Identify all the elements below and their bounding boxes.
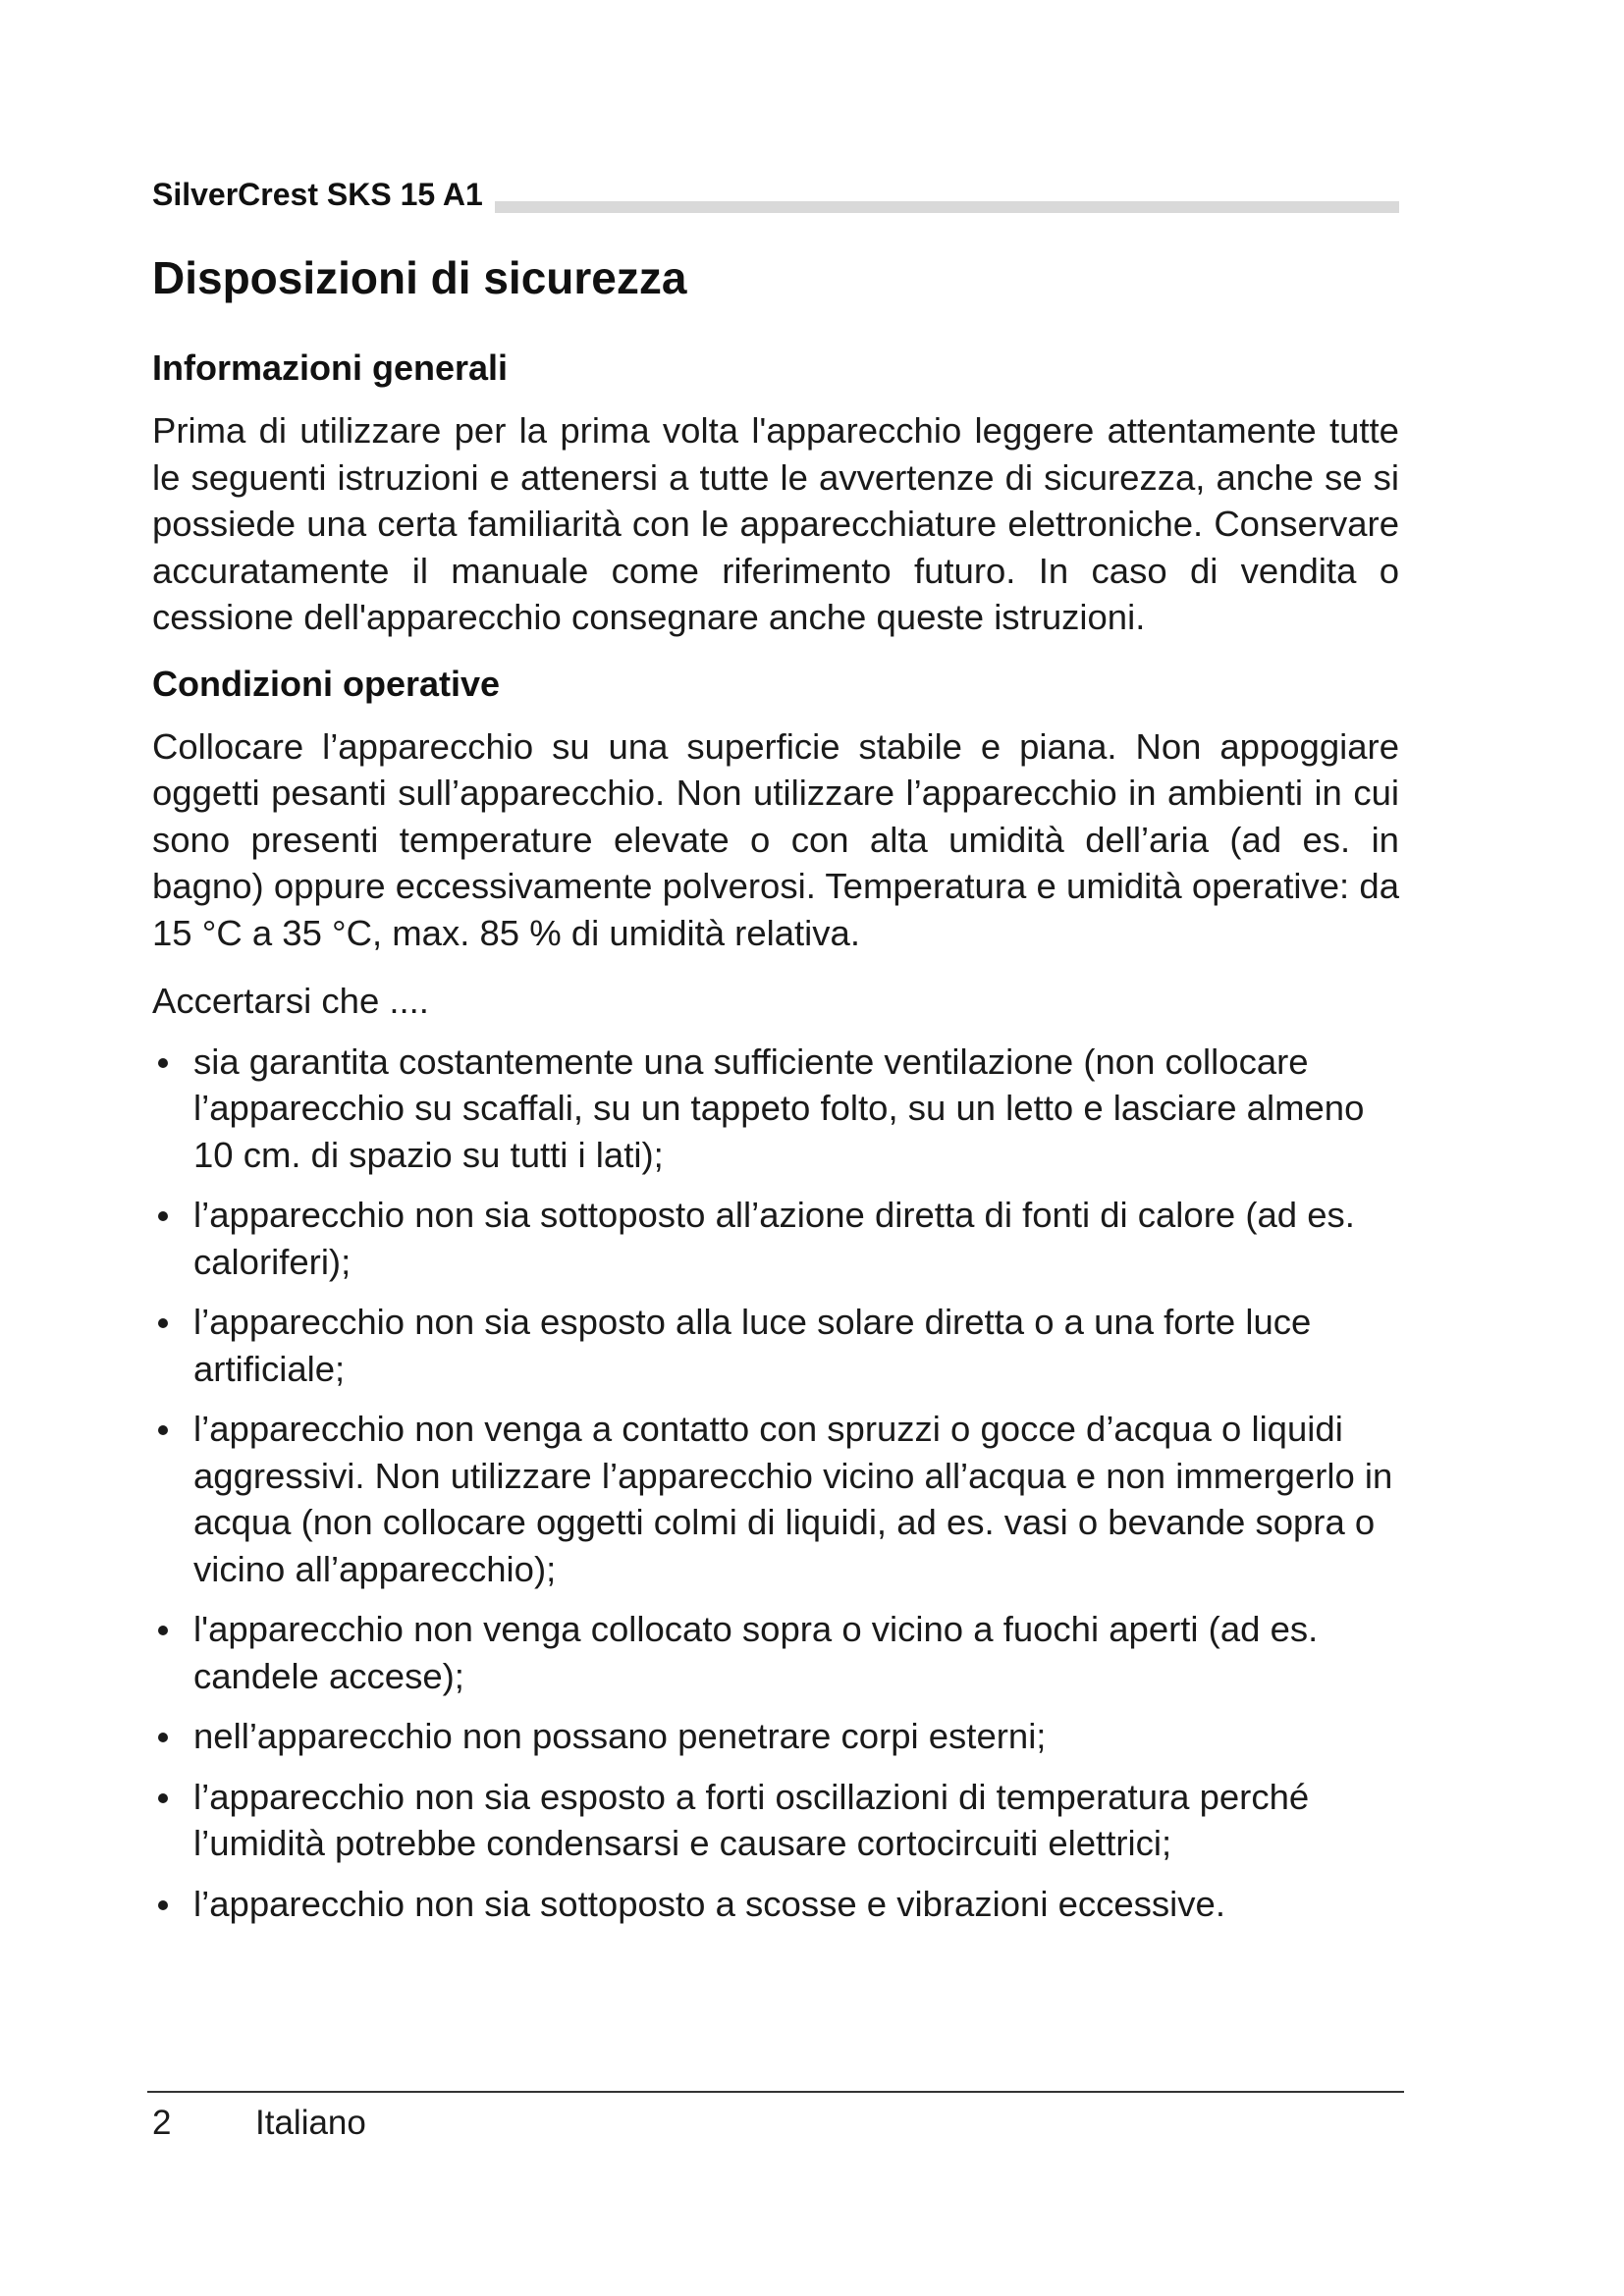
list-item-text: sia garantita costantemente una sufficiente ventilazione (non collocare l’apparecchio su scaffali, su un tappeto folto, su un letto e lasciare almeno 10 cm. di spazio su tutti i lati);: [193, 1041, 1365, 1175]
safety-checklist: [152, 1039, 1399, 1928]
page-footer: [147, 2091, 1404, 2142]
list-item-text: l’apparecchio non sia sottoposto a scosse e vibrazioni eccessive.: [193, 1883, 1225, 1924]
bullet-icon: [158, 1733, 168, 1742]
list-item-text: l’apparecchio non sia esposto alla luce solare diretta o a una forte luce artificiale;: [193, 1302, 1312, 1389]
list-item-text: l’apparecchio non venga a contatto con spruzzi o gocce d’acqua o liquidi aggressivi. Non utilizzare l’apparecchio vicino all’acqua e non immergerlo in acqua (non collocare oggetti colmi di liquidi, ad es. vasi o bevande sopra o vicino all’apparecchio);: [193, 1409, 1393, 1589]
list-item: [152, 1606, 1399, 1699]
bullet-icon: [158, 1058, 168, 1068]
list-item: [152, 1039, 1399, 1179]
list-item: [152, 1881, 1399, 1928]
bullet-icon: [158, 1793, 168, 1803]
section-heading-general: Informazioni generali: [152, 347, 509, 388]
page-title: Disposizioni di sicurezza: [152, 252, 687, 303]
footer-language: Italiano: [255, 2104, 366, 2142]
footer-row: [147, 2093, 1404, 2142]
list-item: [152, 1406, 1399, 1592]
checklist-intro: Accertarsi che ....: [152, 981, 429, 1021]
bullet-icon: [158, 1211, 168, 1221]
list-item: [152, 1774, 1399, 1867]
general-paragraph: Prima di utilizzare per la prima volta l'apparecchio leggere attentamente tutte le seguenti istruzioni e attenersi a tutte le avvertenze di sicurezza, anche se si possiede una certa familiarità con le apparecchiature elettroniche. Conservare accuratamente il manuale come riferimento futuro. In caso di vendita o cessione dell'apparecchio consegnare anche queste istruzioni.: [152, 410, 1399, 637]
product-name: SilverCrest SKS 15 A1: [152, 175, 495, 214]
page-number: 2: [152, 2104, 172, 2142]
list-item: [152, 1299, 1399, 1392]
bullet-icon: [158, 1425, 168, 1435]
bullet-icon: [158, 1626, 168, 1635]
running-header: [152, 175, 1399, 214]
list-item-text: l'apparecchio non venga collocato sopra o vicino a fuochi aperti (ad es. candele accese);: [193, 1609, 1319, 1696]
list-item-text: l’apparecchio non sia sottoposto all’azione diretta di fonti di calore (ad es. caloriferi);: [193, 1195, 1355, 1282]
list-item-text: nell’apparecchio non possano penetrare corpi esterni;: [193, 1716, 1047, 1756]
list-item: [152, 1192, 1399, 1285]
bullet-icon: [158, 1900, 168, 1910]
list-item: [152, 1713, 1399, 1760]
section-heading-operating: Condizioni operative: [152, 663, 501, 704]
list-item-text: l’apparecchio non sia esposto a forti oscillazioni di temperatura perché l’umidità potrebbe condensarsi e causare cortocircuiti elettrici;: [193, 1776, 1310, 1863]
operating-paragraph: Collocare l’apparecchio su una superficie stabile e piana. Non appoggiare oggetti pesanti sull’apparecchio. Non utilizzare l’apparecchio in ambienti in cui sono presenti temperature elevate o con alta umidità dell’aria (ad es. in bagno) oppure eccessivamente polverosi. Temperatura e umidità operative: da 15 °C a 35 °C, max. 85 % di umidità relativa.: [152, 725, 1399, 953]
bullet-icon: [158, 1318, 168, 1328]
page-content: [152, 250, 1399, 1941]
